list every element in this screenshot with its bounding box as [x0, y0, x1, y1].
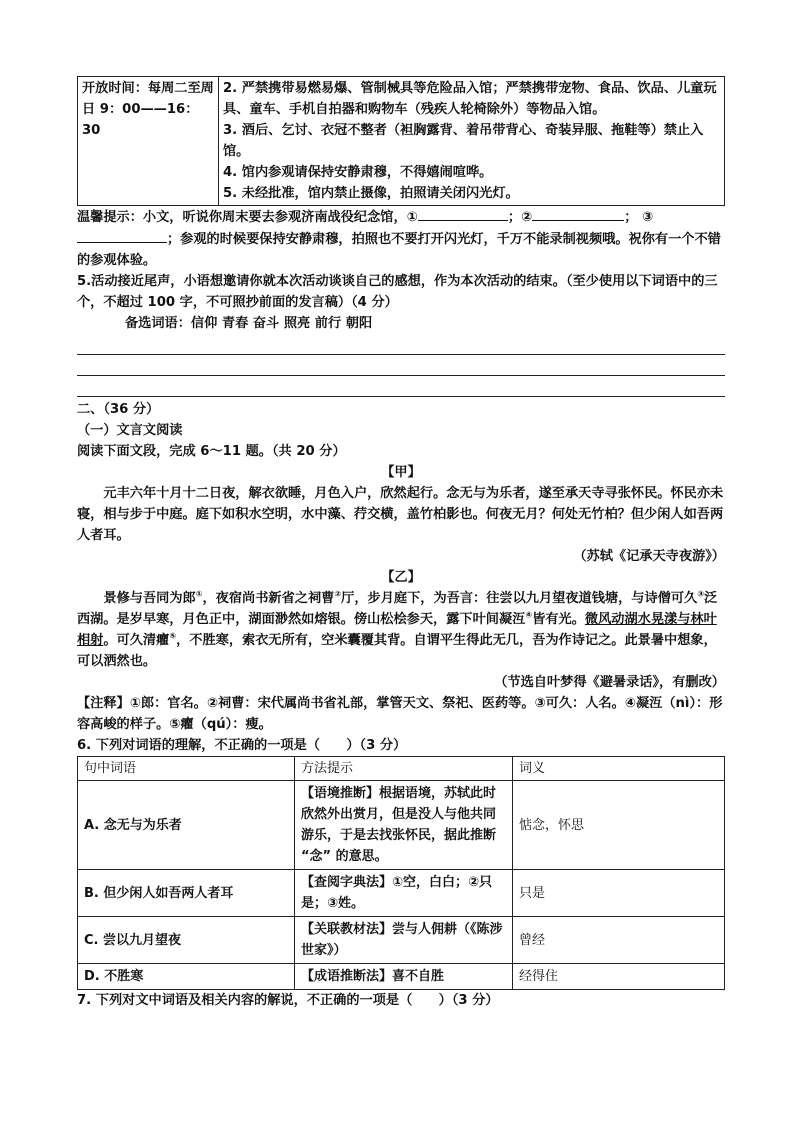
option-c-meaning: 曾经 [513, 917, 725, 964]
option-a-word: A. 念无与为乐者 [78, 781, 295, 870]
option-d-meaning: 经得住 [513, 964, 725, 990]
passage-yi-text: 景修与吾同为郎①，夜宿尚书新省之祠曹②厅，步月庭下，为吾言：往尝以九月望夜道钱塘，与诗僧可久③泛西湖。是岁早寒，月色正中，湖面渺然如熔银。傍山松桧参天，露下叶间凝沍④皆有光。微风动湖水晃漾与林叶相射。可久清癯⑤，不胜寒，索衣无所有，空米囊覆其背。自谓平生得此无几，吾为作诗记之。此景暑中想象，可以洒然也。 [77, 589, 718, 669]
tip-sep-1: ；② [507, 210, 533, 225]
option-c-word: C. 尝以九月望夜 [78, 917, 295, 964]
blank-1[interactable] [418, 206, 508, 221]
rule-4: 4. 馆内参观请保持安静肃穆，不得嬉闹喧哗。 [223, 165, 493, 180]
question-7-prompt: 7. 下列对文中词语及相关内容的解说，不正确的一项是（ ）（3 分） [77, 993, 499, 1008]
question-6-table [77, 756, 725, 990]
header-meaning: 词义 [513, 757, 725, 781]
option-a-meaning: 惦念，怀思 [513, 781, 725, 870]
answer-line-1[interactable] [77, 334, 725, 355]
rule-2: 2. 严禁携带易燃易爆、管制械具等危险品入馆；严禁携带宠物、食品、饮品、儿童玩具、童车、手机自拍器和购物车（残疾人轮椅除外）等物品入馆。 [223, 81, 717, 117]
blank-2[interactable] [532, 206, 624, 221]
passage-yi-title: 【乙】 [381, 570, 421, 585]
option-a-method: 【语境推断】根据语境，苏轼此时欣然外出赏月，但是没人与他共同游乐，于是去找张怀民，据此推断 “念” 的意思。 [295, 781, 513, 870]
underlined-sentence: 微风动湖水晃漾与林叶相射 [77, 612, 717, 648]
table-row [78, 870, 725, 917]
table-row [78, 964, 725, 990]
option-b-meaning: 只是 [513, 870, 725, 917]
answer-line-2[interactable] [77, 355, 725, 376]
table-header-row [78, 757, 725, 781]
visiting-rules-table [77, 76, 725, 206]
rule-5: 5. 未经批准，馆内禁止摄像，拍照请关闭闪光灯。 [223, 186, 519, 201]
option-c-method: 【关联教材法】尝与人佣耕（《陈涉世家》） [295, 917, 513, 964]
passage-jia-title: 【甲】 [381, 465, 421, 480]
section-2-sub: （一）文言文阅读 [77, 423, 183, 438]
question-5-prompt: 5.活动接近尾声，小语想邀请你就本次活动谈谈自己的感想，作为本次活动的结束。（至少使用以下词语中的三个，不超过 100 字，不可照抄前面的发言稿）（4 分） [77, 274, 718, 310]
tip-text-2: ③ [642, 210, 654, 225]
annotations: 【注释】①郎：官名。②祠曹：宋代属尚书省礼部，掌管天文、祭祀、医药等。③可久：人名。④凝沍（nì）：形容高峻的样子。⑤癯（qú）：瘦。 [77, 696, 723, 732]
exam-page [77, 76, 725, 1011]
candidate-words: 备选词语：信仰 青春 奋斗 照亮 前行 朝阳 [125, 316, 373, 331]
option-d-word: D. 不胜寒 [78, 964, 295, 990]
rule-3: 3. 酒后、乞讨、衣冠不整者（袒胸露背、着吊带背心、奇装异服、拖鞋等）禁止入馆。 [223, 123, 704, 159]
warm-tip [77, 206, 725, 271]
section-2-heading: 二、（36 分） [77, 402, 160, 417]
table-row [78, 917, 725, 964]
blank-3[interactable] [77, 228, 167, 243]
tip-text-3: ；参观的时候要保持安静肃穆，拍照也不要打开闪光灯，千万不能录制视频哦。祝你有一个不错的参观体验。 [77, 232, 721, 268]
tip-text-1: 温馨提示：小文，听说你周末要去参观济南战役纪念馆，① [77, 210, 418, 225]
header-method: 方法提示 [295, 757, 513, 781]
passage-jia-source: （苏轼《记承天寺夜游》） [573, 549, 725, 564]
passage-jia-text: 元丰六年十月十二日夜，解衣欲睡，月色入户，欣然起行。念无与为乐者，遂至承天寺寻张怀民。怀民亦未寝，相与步于中庭。庭下如积水空明，水中藻、荇交横，盖竹柏影也。何夜无月？何处无竹柏？但少闲人如吾两人者耳。 [77, 486, 724, 543]
rules-cell [219, 77, 725, 206]
table-row [78, 781, 725, 870]
option-d-method: 【成语推断法】喜不自胜 [295, 964, 513, 990]
header-word: 句中词语 [78, 757, 295, 781]
passage-yi-source: （节选自叶梦得《避暑录话》，有删改） [494, 675, 725, 690]
tip-sep-2: ； [624, 210, 638, 225]
option-b-word: B. 但少闲人如吾两人者耳 [78, 870, 295, 917]
question-6-prompt: 6. 下列对词语的理解，不正确的一项是（ ）（3 分） [77, 738, 407, 753]
option-b-method: 【查阅字典法】①空，白白；②只是；③姓。 [295, 870, 513, 917]
opening-hours-cell: 开放时间：每周二至周日 9：00——16：30 [78, 77, 219, 206]
answer-line-3[interactable] [77, 376, 725, 397]
reading-instruction: 阅读下面文段，完成 6～11 题。（共 20 分） [77, 444, 346, 459]
